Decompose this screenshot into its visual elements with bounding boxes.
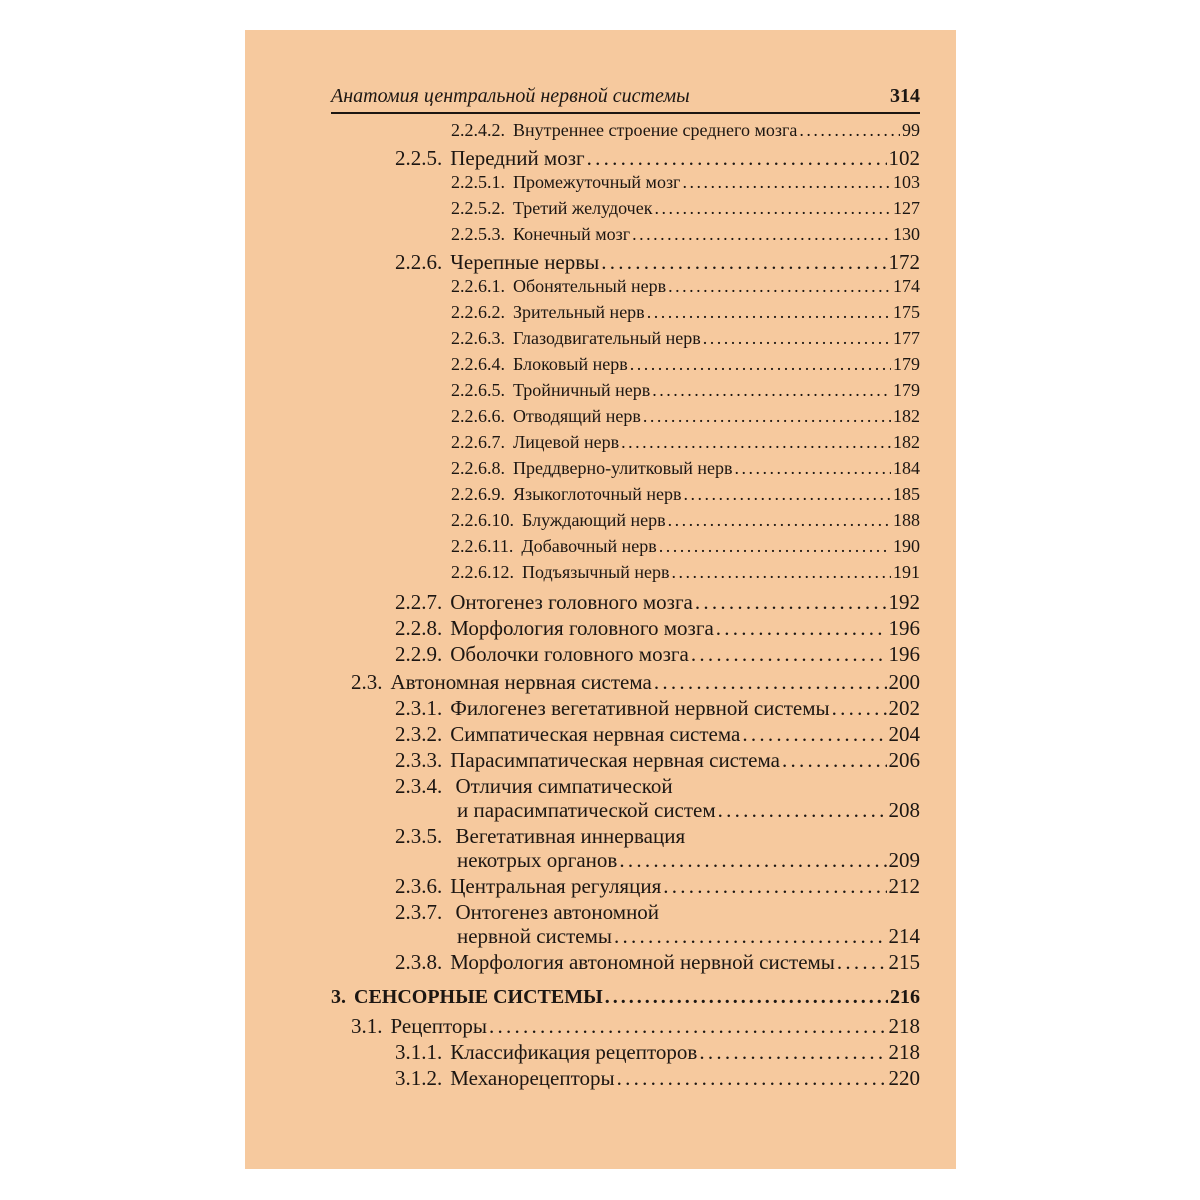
toc-entry-title: нервной системы (457, 924, 612, 948)
dot-leader (716, 616, 887, 641)
dot-leader (683, 484, 891, 505)
toc-entry-title: Подъязычный нерв (522, 562, 670, 582)
toc-entry-title: Блуждающий нерв (522, 510, 666, 530)
dot-leader (663, 874, 886, 899)
toc-entry-number: 2.2.6.6. (451, 406, 505, 426)
toc-entry-title: Передний мозг (450, 146, 585, 170)
dot-leader (643, 406, 891, 427)
toc-entry-page: 196 (888, 616, 920, 640)
toc-entry-title: Отводящий нерв (513, 406, 641, 426)
dot-leader (659, 536, 891, 557)
toc-entry-title: Автономная нервная система (390, 670, 652, 694)
toc-entry-page: 127 (893, 198, 920, 218)
toc-entry-number: 2.2.9. (395, 642, 443, 666)
toc-entry-number: 2.2.5.1. (451, 172, 505, 192)
toc-entry-page: 220 (888, 1066, 920, 1090)
dot-leader (682, 172, 891, 193)
dot-leader (630, 354, 891, 375)
toc-entry-title: Онтогенез головного мозга (450, 590, 693, 614)
toc-entry-title: Морфология головного мозга (450, 616, 714, 640)
dot-leader (654, 198, 891, 219)
toc-entry-number: 2.3.3. (395, 748, 443, 772)
toc-entry-number: 2.2.6. (395, 250, 443, 274)
dot-leader (489, 1014, 886, 1039)
toc-entry-page: 214 (888, 924, 920, 948)
book-page (245, 30, 956, 1169)
dot-leader (742, 722, 886, 747)
toc-entry-title: Преддверно-улитковый нерв (513, 458, 733, 478)
toc-entry-title-first-line: Отличия симпатической (450, 774, 673, 798)
toc-entry-number: 2.2.6.8. (451, 458, 505, 478)
toc-entry-number: 3. (331, 986, 346, 1008)
toc-entry-page: 179 (893, 354, 920, 374)
toc-entry-title: Обонятельный нерв (513, 276, 667, 296)
toc-entry-page: 200 (888, 670, 920, 694)
dot-leader (832, 696, 887, 721)
toc-entry-title: Конечный мозг (513, 224, 631, 244)
toc-entry-number: 2.2.6.2. (451, 302, 505, 322)
toc-entry-number: 2.3.8. (395, 950, 443, 974)
toc-entry-page: 188 (893, 510, 920, 530)
toc-entry-page: 184 (893, 458, 920, 478)
toc-entry-page: 202 (888, 696, 920, 720)
toc-entry-page: 212 (888, 874, 920, 898)
running-title: Анатомия центральной нервной системы (331, 85, 690, 107)
toc-entry-title: Классификация рецепторов (450, 1040, 698, 1064)
toc-entry-title: Филогенез вегетативной нервной системы (450, 696, 830, 720)
dot-leader (782, 748, 887, 773)
toc-entry-title: Рецепторы (390, 1014, 488, 1038)
toc-entry-page: 209 (888, 848, 920, 872)
toc-entry-page: 174 (893, 276, 920, 296)
toc-entry-page: 208 (888, 798, 920, 822)
toc-entry-title: Добавочный нерв (521, 536, 657, 556)
toc-entry-title: Центральная регуляция (450, 874, 662, 898)
page-number: 314 (890, 85, 920, 107)
toc-entry-number: 2.2.6.5. (451, 380, 505, 400)
dot-leader (605, 986, 888, 1009)
toc-entry-page: 218 (888, 1040, 920, 1064)
toc-entry-title: Глазодвигательный нерв (513, 328, 701, 348)
dot-leader (654, 670, 887, 695)
toc-entry-page: 130 (893, 224, 920, 244)
dot-leader (699, 1040, 886, 1065)
page-header (331, 82, 920, 114)
toc-entry-page: 172 (888, 250, 920, 274)
toc-entry-page: 179 (893, 380, 920, 400)
toc-entry-title: Морфология автономной нервной системы (450, 950, 835, 974)
dot-leader (614, 924, 887, 949)
dot-leader (718, 798, 887, 823)
toc-entry-number: 2.2.6.12. (451, 562, 514, 582)
toc-entry-number: 2.2.6.3. (451, 328, 505, 348)
toc-entry-page: 175 (893, 302, 920, 322)
toc-entry-number: 3.1.2. (395, 1066, 443, 1090)
toc-entry-number: 2.3.1. (395, 696, 443, 720)
toc-entry-number: 2.2.7. (395, 590, 443, 614)
toc-entry-page: 216 (890, 986, 920, 1008)
toc-entry-number: 2.2.5.2. (451, 198, 505, 218)
toc-entry-number: 2.2.6.11. (451, 536, 514, 556)
toc-entry-title: Оболочки головного мозга (450, 642, 689, 666)
toc-entry-title: Механорецепторы (450, 1066, 615, 1090)
toc-entry-number: 3.1.1. (395, 1040, 443, 1064)
toc-entry-title: Промежуточный мозг (513, 172, 681, 192)
toc-entry-page: 218 (888, 1014, 920, 1038)
toc-entry-page: 185 (893, 484, 920, 504)
toc-entry-page: 215 (888, 950, 920, 974)
toc-entry-page: 196 (888, 642, 920, 666)
toc-entry-page: 102 (888, 146, 920, 170)
toc-entry-number: 2.2.6.7. (451, 432, 505, 452)
dot-leader (652, 380, 891, 401)
dot-leader (621, 432, 891, 453)
dot-leader (632, 224, 891, 245)
dot-leader (799, 120, 900, 141)
dot-leader (601, 250, 886, 275)
toc-entry-title: СЕНСОРНЫЕ СИСТЕМЫ (354, 986, 603, 1008)
dot-leader (671, 562, 891, 583)
toc-entry-title-first-line: Вегетативная иннервация (450, 824, 686, 848)
dot-leader (668, 510, 891, 531)
toc-entry-number: 2.2.6.10. (451, 510, 514, 530)
toc-entry-page: 182 (893, 432, 920, 452)
dot-leader (668, 276, 891, 297)
dot-leader (703, 328, 891, 349)
toc-entry-number: 2.3. (351, 670, 383, 694)
toc-entry-number: 2.2.6.4. (451, 354, 505, 374)
toc-entry-page: 206 (888, 748, 920, 772)
dot-leader (734, 458, 891, 479)
toc-entry-page: 191 (893, 562, 920, 582)
toc-entry-page: 182 (893, 406, 920, 426)
dot-leader (691, 642, 887, 667)
toc-entry-title: Зрительный нерв (513, 302, 645, 322)
toc-entry-number: 2.2.8. (395, 616, 443, 640)
toc-entry-number: 2.2.5.3. (451, 224, 505, 244)
toc-entry-number: 2.3.7. (395, 900, 443, 924)
toc-entry-title: Черепные нервы (450, 250, 600, 274)
toc-entry-page: 204 (888, 722, 920, 746)
toc-entry-number: 2.3.4. (395, 774, 443, 798)
toc-entry-page: 190 (893, 536, 920, 556)
toc-entry-title: некотрых органов (457, 848, 618, 872)
toc-entry-page: 177 (893, 328, 920, 348)
toc-entry-title: Блоковый нерв (513, 354, 628, 374)
dot-leader (619, 848, 886, 873)
toc-entry-title: Языкоглоточный нерв (513, 484, 682, 504)
toc-entry-number: 2.2.6.1. (451, 276, 505, 296)
dot-leader (837, 950, 887, 975)
toc-entry-page: 103 (893, 172, 920, 192)
toc-entry-page: 192 (888, 590, 920, 614)
toc-entry-title-first-line: Онтогенез автономной (450, 900, 660, 924)
dot-leader (647, 302, 891, 323)
toc-entry-number: 2.3.5. (395, 824, 443, 848)
toc-entry-title: Тройничный нерв (513, 380, 651, 400)
toc-entry-title: Парасимпатическая нервная система (450, 748, 780, 772)
toc-entry-title: Внутреннее строение среднего мозга (513, 120, 798, 140)
toc-entry-page: 99 (902, 120, 920, 140)
dot-leader (617, 1066, 887, 1091)
toc-entry-number: 2.3.2. (395, 722, 443, 746)
toc-entry-number: 3.1. (351, 1014, 383, 1038)
toc-entry-title: и парасимпатической систем (457, 798, 716, 822)
toc-entry-number: 2.2.5. (395, 146, 443, 170)
toc-entry-title: Третий желудочек (513, 198, 653, 218)
dot-leader (587, 146, 887, 171)
toc-entry-number: 2.3.6. (395, 874, 443, 898)
toc-entry-title: Симпатическая нервная система (450, 722, 741, 746)
toc-entry-number: 2.2.4.2. (451, 120, 505, 140)
dot-leader (695, 590, 887, 615)
toc-entry-title: Лицевой нерв (513, 432, 620, 452)
toc-entry-number: 2.2.6.9. (451, 484, 505, 504)
